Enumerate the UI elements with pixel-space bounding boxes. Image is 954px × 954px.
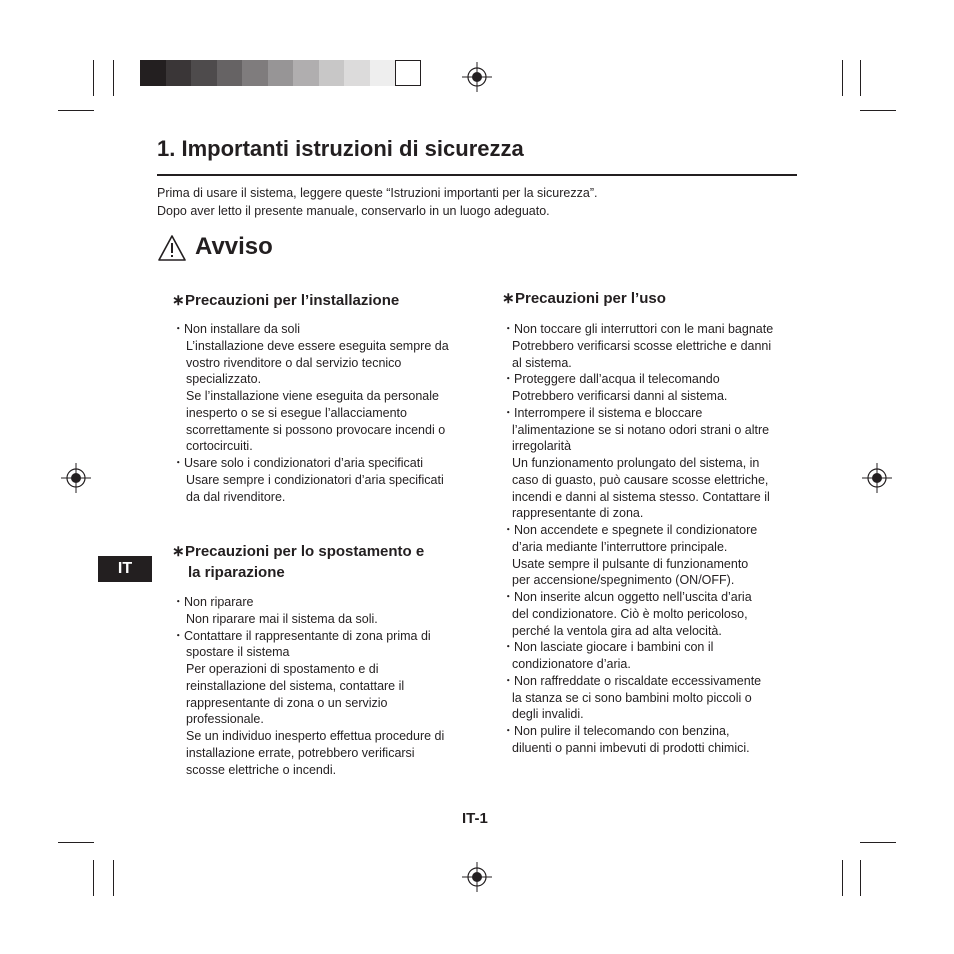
item-text-line: inesperto o se si esegue l’allacciamento — [186, 405, 407, 420]
item-text-line: spostare il sistema — [186, 645, 290, 660]
bullet-icon: ・ — [502, 405, 515, 420]
list-item — [172, 455, 449, 505]
item-title: Contattare il rappresentante di zona prima di — [184, 628, 431, 643]
registration-mark-icon — [61, 463, 91, 493]
item-text-line: reinstallazione del sistema, contattare il — [186, 678, 405, 693]
section-heading-moving — [172, 541, 424, 583]
list-item — [502, 321, 773, 371]
item-title: Non toccare gli interruttori con le mani bagnate — [514, 322, 774, 336]
list-item — [502, 522, 773, 589]
crop-mark — [113, 860, 114, 896]
page-title: 1. Importanti istruzioni di sicurezza — [157, 136, 524, 161]
gray-swatch — [166, 60, 192, 86]
item-text-line: rappresentante di zona o un servizio — [186, 695, 388, 710]
item-title: Non raffreddate o riscaldate eccessivamente — [514, 673, 762, 688]
section-heading-line — [172, 562, 424, 583]
bullet-icon: ・ — [502, 523, 515, 537]
item-text-line: scosse elettriche o incendi. — [186, 762, 337, 777]
intro-line: Prima di usare il sistema, leggere queste “Istruzioni importanti per la sicurezza”. — [157, 186, 598, 200]
item-title: Non lasciate giocare i bambini con il — [514, 640, 714, 655]
warning-triangle-icon — [157, 234, 187, 262]
item-text-line: irregolarità — [512, 439, 572, 454]
crop-mark — [93, 60, 94, 96]
intro-text — [157, 184, 597, 220]
item-text-line: incendi e danni al sistema stesso. Contattare il — [512, 489, 770, 504]
item-title: Non accendete e spegnete il condizionatore — [514, 523, 758, 537]
bullet-icon: ・ — [172, 595, 185, 609]
item-text-line: scorrettamente si possono provocare incendi o — [186, 422, 446, 437]
item-text-line: cortocircuiti. — [186, 439, 253, 454]
gray-swatch — [140, 60, 166, 86]
gray-swatch — [217, 60, 243, 86]
page-number: IT-1 — [462, 810, 488, 827]
item-text-line: perché la ventola gira ad alta velocità. — [512, 623, 722, 638]
list-item — [172, 628, 444, 779]
item-text-line: Non riparare mai il sistema da soli. — [186, 611, 378, 626]
grayscale-swatches — [140, 60, 421, 86]
asterisk-icon: ∗ — [502, 290, 515, 307]
item-text-line: Un funzionamento prolungato del sistema, in — [512, 456, 760, 470]
gray-swatch — [191, 60, 217, 86]
item-title: Non inserite alcun oggetto nell’uscita d’aria — [514, 590, 752, 604]
title-divider — [157, 174, 797, 176]
bullet-icon: ・ — [172, 456, 185, 470]
item-title: Usare solo i condizionatori d’aria specificati — [184, 456, 424, 470]
bullet-icon: ・ — [172, 628, 185, 643]
bullet-icon: ・ — [502, 673, 515, 688]
item-text-line: rappresentante di zona. — [512, 506, 644, 521]
item-text-line: Se l’installazione viene eseguita da personale — [186, 389, 439, 403]
crop-mark — [842, 860, 843, 896]
item-text-line: caso di guasto, può causare scosse elettriche, — [512, 472, 769, 487]
moving-list — [172, 594, 444, 778]
gray-swatch — [293, 60, 319, 86]
item-text-line: condizionatore d’aria. — [512, 657, 631, 671]
installation-list — [172, 321, 449, 505]
bullet-icon: ・ — [502, 590, 515, 604]
crop-mark — [58, 110, 94, 111]
item-text-line: del condizionatore. Ciò è molto pericoloso, — [512, 606, 748, 621]
crop-mark — [93, 860, 94, 896]
registration-mark-icon — [462, 62, 492, 92]
registration-mark-icon — [862, 463, 892, 493]
item-text-line: l’alimentazione se si notano odori strani o altre — [512, 422, 770, 437]
list-item — [502, 723, 773, 757]
asterisk-icon: ∗ — [172, 292, 185, 309]
crop-mark — [860, 860, 861, 896]
crop-mark — [860, 110, 896, 111]
item-text-line: per accensione/spegnimento (ON/OFF). — [512, 573, 735, 588]
section-heading-text: Precauzioni per l’installazione — [185, 292, 400, 309]
item-text-line: Potrebbero verificarsi danni al sistema. — [512, 389, 728, 403]
section-heading-text: la riparazione — [188, 564, 285, 581]
item-text-line: professionale. — [186, 712, 264, 727]
list-item — [502, 589, 773, 639]
gray-swatch — [242, 60, 268, 86]
item-text-line: d’aria mediante l’interruttore principale. — [512, 539, 728, 554]
section-heading-line — [172, 541, 424, 562]
use-list — [502, 321, 773, 757]
item-text-line: specializzato. — [186, 372, 262, 387]
section-heading-text: Precauzioni per lo spostamento e — [185, 543, 425, 560]
item-text-line: Potrebbero verificarsi scosse elettriche e danni — [512, 338, 772, 353]
item-title: Proteggere dall’acqua il telecomando — [514, 372, 720, 387]
gray-swatch — [370, 60, 396, 86]
warning-heading: Avviso — [195, 233, 273, 260]
gray-swatch — [395, 60, 421, 86]
item-title: Interrompere il sistema e bloccare — [514, 405, 703, 420]
crop-mark — [58, 842, 94, 843]
gray-swatch — [319, 60, 345, 86]
section-heading-installation — [172, 290, 399, 311]
registration-mark-icon — [462, 862, 492, 892]
item-title: Non riparare — [184, 595, 254, 609]
section-heading-line — [502, 288, 666, 309]
item-title: Non installare da soli — [184, 322, 301, 336]
list-item — [502, 371, 773, 405]
list-item — [172, 594, 444, 628]
item-text-line: al sistema. — [512, 355, 572, 370]
bullet-icon: ・ — [502, 322, 515, 336]
section-heading-text: Precauzioni per l’uso — [515, 290, 666, 307]
crop-mark — [860, 842, 896, 843]
crop-mark — [860, 60, 861, 96]
bullet-icon: ・ — [502, 640, 515, 655]
item-text-line: la stanza se ci sono bambini molto piccoli o — [512, 690, 752, 705]
item-text-line: vostro rivenditore o dal servizio tecnico — [186, 355, 402, 370]
item-text-line: Se un individuo inesperto effettua procedure di — [186, 729, 445, 743]
bullet-icon: ・ — [172, 322, 185, 336]
list-item — [502, 673, 773, 723]
item-text-line: degli invalidi. — [512, 707, 584, 722]
intro-line: Dopo aver letto il presente manuale, conservarlo in un luogo adeguato. — [157, 204, 550, 218]
list-item — [502, 639, 773, 673]
section-heading-line — [172, 290, 399, 311]
list-item — [502, 405, 773, 522]
asterisk-icon: ∗ — [172, 543, 185, 560]
list-item — [172, 321, 449, 455]
item-text-line: installazione errate, potrebbero verificarsi — [186, 745, 415, 760]
item-text-line: Per operazioni di spostamento e di — [186, 662, 379, 676]
bullet-icon: ・ — [502, 372, 515, 387]
item-text-line: Usate sempre il pulsante di funzionamento — [512, 556, 749, 571]
item-text-line: da dal rivenditore. — [186, 489, 286, 504]
crop-mark — [113, 60, 114, 96]
gray-swatch — [344, 60, 370, 86]
item-text-line: L’installazione deve essere eseguita sempre da — [186, 338, 449, 353]
crop-mark — [842, 60, 843, 96]
bullet-icon: ・ — [502, 724, 515, 738]
item-text-line: Usare sempre i condizionatori d’aria specificati — [186, 472, 444, 487]
item-text-line: diluenti o panni imbevuti di prodotti chimici. — [512, 740, 750, 755]
item-title: Non pulire il telecomando con benzina, — [514, 724, 730, 738]
language-tab: IT — [98, 556, 152, 582]
gray-swatch — [268, 60, 294, 86]
section-heading-use — [502, 288, 666, 309]
